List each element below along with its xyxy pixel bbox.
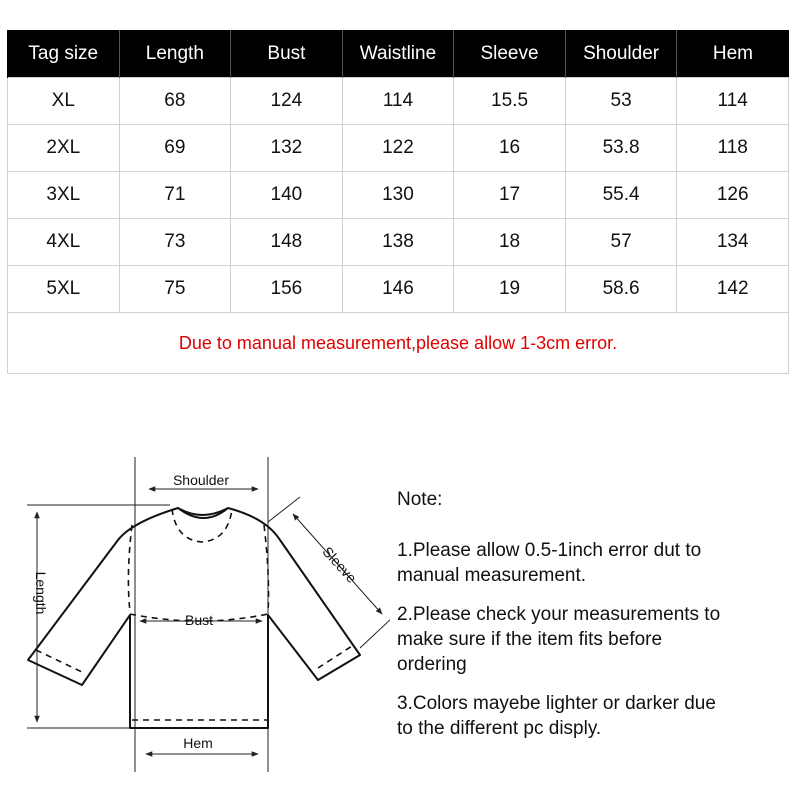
footnote-row (8, 313, 789, 374)
table-row (8, 125, 789, 172)
note-item: 3.Colors mayebe lighter or darker due to the different pc disply. (397, 693, 716, 739)
header-shoulder: Shoulder (565, 30, 677, 78)
measurement-error-note: Due to manual measurement,please allow 1-3cm error. (8, 313, 789, 374)
table-row (8, 219, 789, 266)
table-cell: 69 (119, 125, 231, 172)
hem-label: Hem (183, 735, 213, 751)
table-cell: 140 (231, 172, 343, 219)
shoulder-label: Shoulder (172, 472, 230, 488)
table-cell: 75 (119, 266, 231, 313)
sleeve-label: Sleeve (319, 543, 360, 586)
table-cell: 16 (454, 125, 566, 172)
table-row (8, 172, 789, 219)
sleeve-top-guide (268, 497, 300, 522)
table-cell: 57 (565, 219, 677, 266)
table-cell: 3XL (8, 172, 120, 219)
table-cell: 71 (119, 172, 231, 219)
table-cell: 53.8 (565, 125, 677, 172)
size-chart-table (7, 30, 789, 374)
table-cell: 53 (565, 78, 677, 125)
table-cell: 4XL (8, 219, 120, 266)
table-cell: 58.6 (565, 266, 677, 313)
table-cell: XL (8, 78, 120, 125)
table-cell: 146 (342, 266, 454, 313)
length-label: Length (33, 571, 49, 615)
table-cell: 122 (342, 125, 454, 172)
table-cell: 118 (677, 125, 789, 172)
table-cell: 138 (342, 219, 454, 266)
header-bust: Bust (231, 30, 343, 78)
table-cell: 19 (454, 266, 566, 313)
sleeve-cuff-guide (360, 618, 390, 648)
header-sleeve: Sleeve (454, 30, 566, 78)
table-cell: 2XL (8, 125, 120, 172)
table-header-row (8, 30, 789, 78)
header-tag-size: Tag size (8, 30, 120, 78)
header-length: Length (119, 30, 231, 78)
note-item: 2.Please check your measurements to make sure if the item fits before ordering (397, 604, 721, 675)
table-cell: 156 (231, 266, 343, 313)
table-cell: 114 (677, 78, 789, 125)
table-cell: 124 (231, 78, 343, 125)
table-cell: 134 (677, 219, 789, 266)
table-cell: 142 (677, 266, 789, 313)
table-cell: 132 (231, 125, 343, 172)
table-cell: 114 (342, 78, 454, 125)
notes-section (397, 487, 797, 755)
table-row (8, 78, 789, 125)
table-row (8, 266, 789, 313)
garment-measurement-diagram (0, 445, 390, 790)
note-item: 1.Please allow 0.5-1inch error dut to manual measurement. (397, 540, 702, 586)
table-cell: 148 (231, 219, 343, 266)
header-hem: Hem (677, 30, 789, 78)
table-cell: 15.5 (454, 78, 566, 125)
notes-title: Note: (397, 489, 443, 510)
table-cell: 68 (119, 78, 231, 125)
table-cell: 5XL (8, 266, 120, 313)
bust-label: Bust (184, 612, 214, 628)
header-waistline: Waistline (342, 30, 454, 78)
table-cell: 17 (454, 172, 566, 219)
table-cell: 126 (677, 172, 789, 219)
table-cell: 18 (454, 219, 566, 266)
table-cell: 55.4 (565, 172, 677, 219)
table-cell: 73 (119, 219, 231, 266)
table-cell: 130 (342, 172, 454, 219)
